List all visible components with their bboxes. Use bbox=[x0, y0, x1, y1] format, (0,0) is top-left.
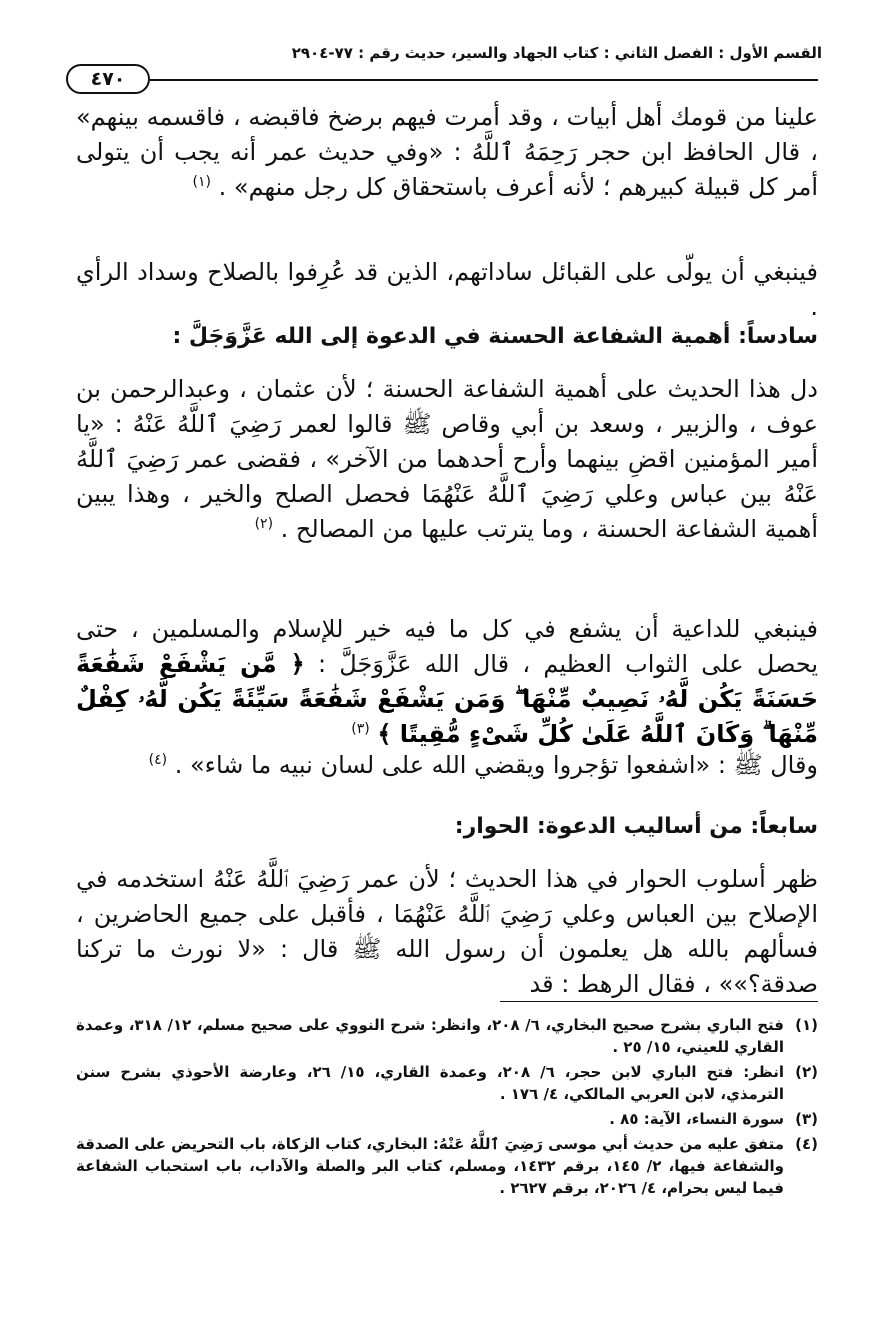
header-divider bbox=[150, 79, 818, 81]
footnote-ref-3: (٣) bbox=[351, 721, 370, 737]
quran-verse: ﴿ مَّن يَشْفَعْ شَفَٰعَةً حَسَنَةً يَكُن لَّهُۥ نَصِيبٌ مِّنْهَا ۖ وَمَن يَشْفَعْ شَفَٰعَةً سَيِّئَةً يَكُن لَّهُۥ كِفْلٌ مِّنْهَا ۗ وَكَانَ ٱللَّهُ عَلَىٰ كُلِّ شَىْءٍ مُّقِيتًا ﴾ bbox=[76, 650, 818, 748]
paragraph-2 bbox=[76, 255, 818, 325]
footnote-text: سورة النساء، الآية: ٨٥ . bbox=[609, 1110, 784, 1128]
footnote-number: (٣) bbox=[795, 1110, 818, 1128]
paragraph-3 bbox=[76, 372, 818, 547]
footnote-ref-2: (٢) bbox=[254, 516, 274, 532]
heading-text: سابعاً: من أساليب الدعوة: الحوار: bbox=[454, 814, 818, 839]
paragraph-5 bbox=[76, 748, 818, 783]
paragraph-text: وقال ﷺ : «اشفعوا تؤجروا ويقضي الله على لسان نبيه ما شاء» . bbox=[174, 751, 818, 779]
footnote-number: (٢) bbox=[795, 1063, 818, 1081]
footnote-item bbox=[76, 1061, 818, 1105]
footnotes bbox=[76, 1014, 818, 1202]
paragraph-1 bbox=[76, 100, 818, 205]
section-heading-7 bbox=[76, 812, 818, 842]
heading-text: سادساً: أهمية الشفاعة الحسنة في الدعوة إلى الله عَزَّوَجَلَّ : bbox=[172, 324, 818, 349]
footnote-item bbox=[76, 1108, 818, 1130]
footnote-text: فتح الباري بشرح صحيح البخاري، ٦/ ٢٠٨، وانظر: شرح النووي على صحيح مسلم، ١٢/ ٣١٨، وعمدة القاري للعيني، ١٥/ ٢٥ . bbox=[76, 1016, 785, 1056]
footnote-ref-1: (١) bbox=[192, 174, 211, 190]
footnote-number: (٤) bbox=[795, 1135, 818, 1153]
running-header: القسم الأول : الفصل الثاني : كتاب الجهاد والسير، حديث رقم : ٧٧-٢٩٠٤ bbox=[291, 44, 822, 62]
paragraph-4 bbox=[76, 612, 818, 752]
page-number-badge: ٤٧٠ bbox=[66, 64, 150, 94]
paragraph-6 bbox=[76, 862, 818, 1002]
footnote-text: انظر: فتح الباري لابن حجر، ٦/ ٢٠٨، وعمدة القاري، ١٥/ ٢٦، وعارضة الأحوذي بشرح سنن الترمذي، لابن العربي المالكي، ٤/ ١٧٦ . bbox=[76, 1063, 784, 1103]
footnote-text: متفق عليه من حديث أبي موسى رَضِيَ ٱللَّهُ عَنْهُ: البخاري، كتاب الزكاة، باب التحريض على الصدقة والشفاعة فيها، ٢/ ١٤٥، برقم ١٤٣٢، ومسلم، كتاب البر والصلة والآداب، باب استحباب الشفاعة فيما ليس بحرام، ٤/ ٢٠٢٦، برقم ٢٦٢٧ . bbox=[76, 1135, 784, 1197]
paragraph-text: فينبغي للداعية أن يشفع في كل ما فيه خير للإسلام والمسلمين ، حتى يحصل على الثواب العظيم ، قال الله عَزَّوَجَلَّ : bbox=[76, 615, 818, 678]
footnote-ref-4: (٤) bbox=[148, 752, 168, 768]
section-heading-6 bbox=[76, 322, 818, 352]
paragraph-text: ظهر أسلوب الحوار في هذا الحديث ؛ لأن عمر رَضِيَ ٱللَّهُ عَنْهُ استخدمه في الإصلاح بين العباس وعلي رَضِيَ ٱللَّهُ عَنْهُمَا ، فأقبل على جميع الحاضرين ، فسألهم بالله هل يعلمون أن رسول الله ﷺ قال : «لا نورث ما تركنا صدقة؟»» ، فقال الرهط : قد bbox=[76, 865, 818, 998]
paragraph-text: علينا من قومك أهل أبيات ، وقد أمرت فيهم برضخ فاقبضه ، فاقسمه بينهم» ، قال الحافظ ابن حجر رَحِمَهُ ٱللَّهُ : «وفي حديث عمر أنه يجب أن يتولى أمر كل قبيلة كبيرهم ؛ لأنه أعرف باستحقاق كل رجل منهم» . bbox=[76, 103, 818, 201]
footnote-divider bbox=[500, 1001, 818, 1002]
footnote-item bbox=[76, 1014, 818, 1058]
paragraph-text: دل هذا الحديث على أهمية الشفاعة الحسنة ؛ لأن عثمان ، وعبدالرحمن بن عوف ، والزبير ، وسعد بن أبي وقاص ﷺ قالوا لعمر رَضِيَ ٱللَّهُ عَنْهُ : «يا أمير المؤمنين اقضِ بينهما وأرح أحدهما من الآخر» ، فقضى عمر رَضِيَ ٱللَّهُ عَنْهُ بين عباس وعلي رَضِيَ ٱللَّهُ عَنْهُمَا فحصل الصلح والخير ، وهذا يبين أهمية الشفاعة الحسنة ، وما يترتب عليها من المصالح . bbox=[76, 375, 818, 543]
footnote-item bbox=[76, 1133, 818, 1199]
footnote-number: (١) bbox=[795, 1016, 818, 1034]
paragraph-text: فينبغي أن يولّى على القبائل ساداتهم، الذين قد عُرِفوا بالصلاح وسداد الرأي . bbox=[76, 258, 818, 321]
